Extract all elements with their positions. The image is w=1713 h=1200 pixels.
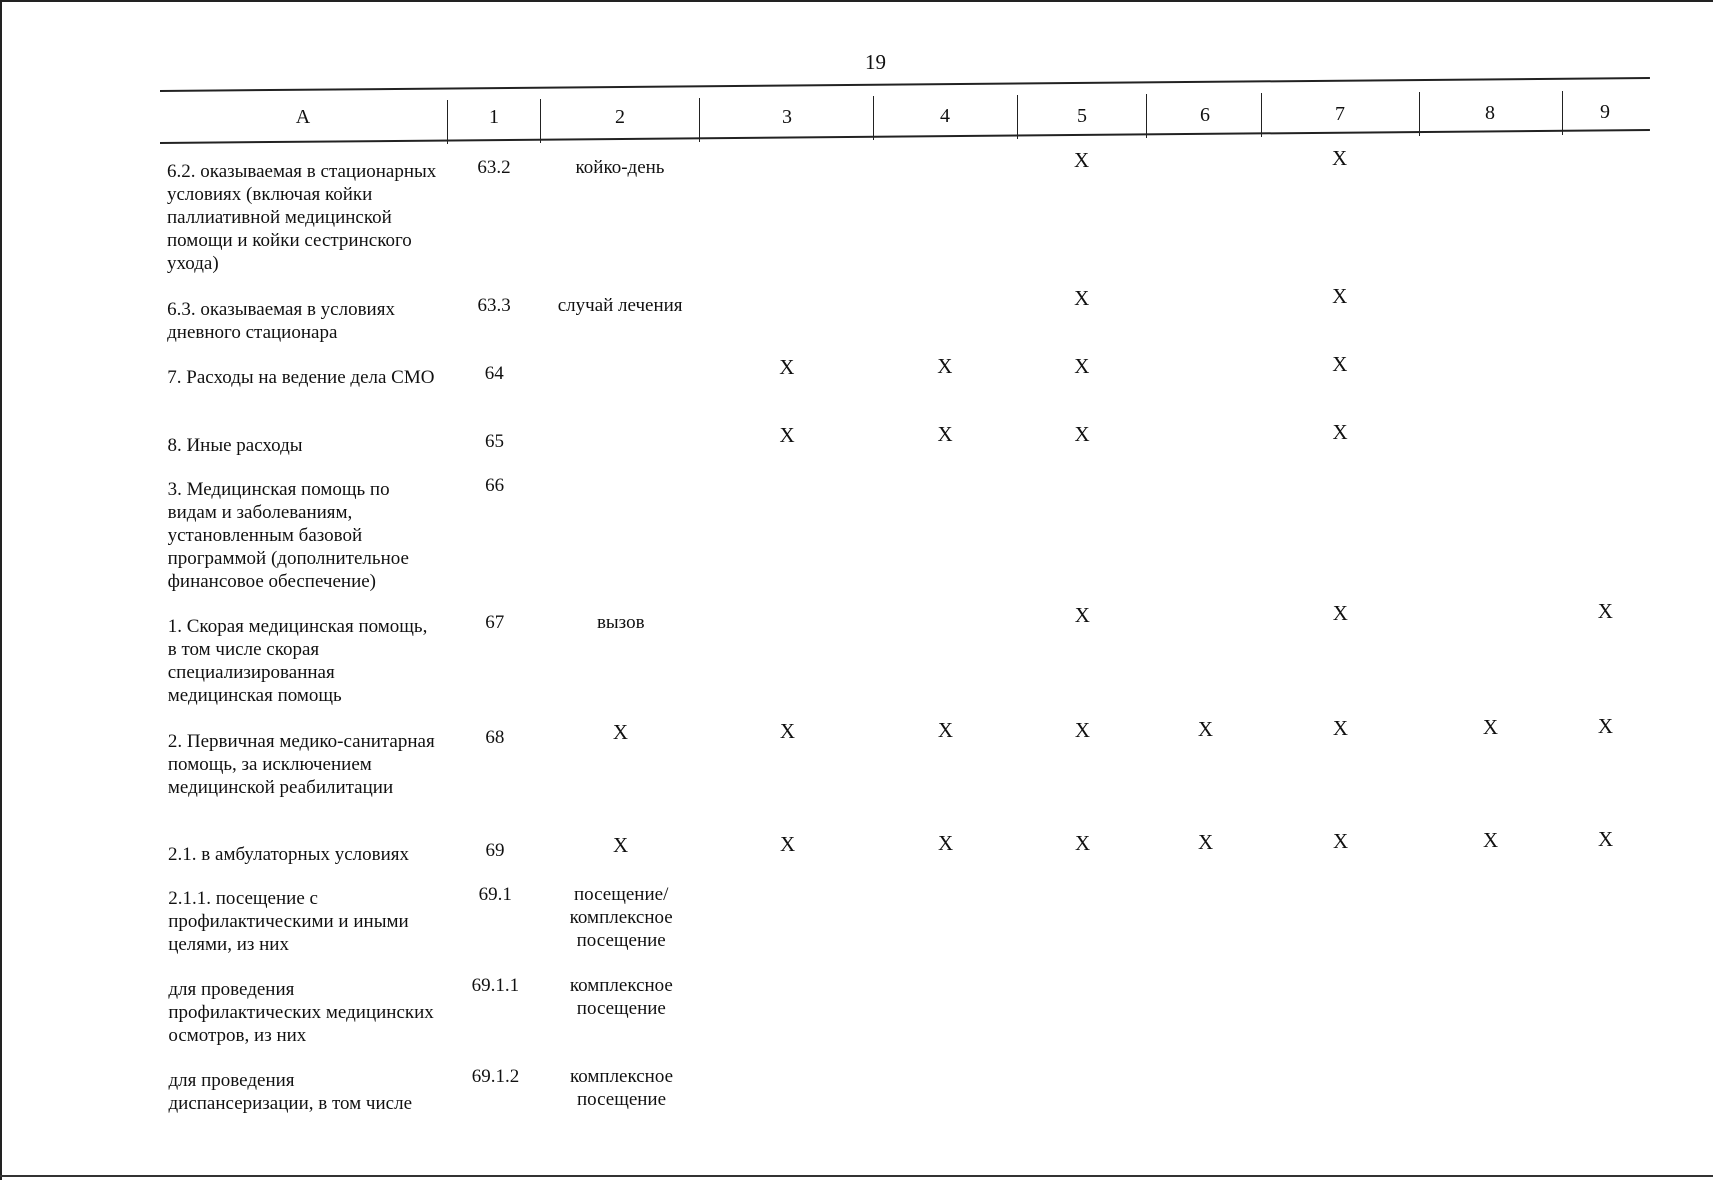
- x-mark: X: [1074, 285, 1090, 310]
- row-code: 69: [485, 840, 505, 861]
- scan-border-left: [0, 0, 2, 1180]
- x-mark: X: [1482, 714, 1499, 739]
- x-mark: X: [612, 720, 629, 745]
- x-mark: X: [1074, 602, 1090, 627]
- column-header-7: 7: [1335, 103, 1345, 125]
- x-mark: X: [1332, 419, 1348, 444]
- row-code: 69.1.1: [471, 975, 520, 996]
- x-mark: X: [1332, 283, 1348, 308]
- row-code: 67: [485, 612, 505, 633]
- x-mark: X: [937, 354, 953, 379]
- x-mark: X: [1332, 600, 1348, 625]
- row-code: 63.3: [477, 295, 511, 316]
- col-separator: [1146, 94, 1147, 138]
- x-mark: X: [1197, 716, 1214, 741]
- row-label: 6.2. оказываемая в стационарных условиях (включая койки паллиативной медицинской помощи и койки сестринского ухода): [167, 161, 437, 274]
- row-label: 1. Скорая медицинская помощь, в том числе скорая специализированная медицинская помощь: [167, 616, 428, 706]
- x-mark: X: [1074, 421, 1090, 446]
- row-code: 66: [485, 475, 505, 496]
- row-code: 64: [484, 363, 504, 384]
- row-code: 69.1: [478, 884, 512, 905]
- col-separator: [1562, 91, 1563, 135]
- col-separator: [447, 100, 448, 144]
- col-separator: [1261, 93, 1262, 137]
- column-header-1: 1: [489, 106, 499, 128]
- row-label: для проведения диспансеризации, в том числе: [168, 1070, 413, 1114]
- row-code: 65: [484, 431, 504, 452]
- x-mark: X: [1332, 715, 1349, 740]
- row-label: 2.1. в амбулаторных условиях: [168, 844, 410, 865]
- scan-border-top: [0, 0, 1713, 2]
- row-unit: койко-день: [575, 157, 665, 178]
- x-mark: X: [1597, 713, 1614, 738]
- x-mark: X: [613, 833, 629, 858]
- x-mark: X: [938, 831, 954, 856]
- x-mark: X: [1598, 826, 1614, 851]
- row-label: 8. Иные расходы: [167, 435, 303, 456]
- x-mark: X: [937, 718, 954, 743]
- row-unit: комплексное посещение: [569, 1066, 674, 1110]
- x-mark: X: [779, 719, 796, 744]
- col-separator: [873, 96, 874, 140]
- row-unit: вызов: [596, 612, 645, 633]
- header-top-rule: [160, 77, 1650, 92]
- page-number: 19: [865, 50, 886, 74]
- x-mark: X: [1198, 829, 1214, 854]
- column-header-5: 5: [1077, 105, 1087, 127]
- column-header-8: 8: [1485, 102, 1495, 124]
- header-bottom-rule: [160, 129, 1650, 144]
- x-mark: X: [1597, 598, 1613, 623]
- row-code: 68: [485, 727, 505, 748]
- x-mark: X: [1332, 145, 1348, 170]
- column-header-9: 9: [1600, 101, 1610, 123]
- row-label: 2.1.1. посещение с профилактическими и иными целями, из них: [168, 888, 409, 955]
- row-label: для проведения профилактических медицинских осмотров, из них: [168, 979, 434, 1046]
- x-mark: X: [1483, 827, 1499, 852]
- column-header-0: А: [295, 106, 311, 128]
- x-mark: X: [1074, 147, 1090, 172]
- row-unit: комплексное посещение: [569, 975, 673, 1019]
- row-code: 63.2: [477, 157, 511, 178]
- row-unit: случай лечения: [557, 295, 683, 316]
- x-mark: X: [779, 423, 795, 448]
- col-separator: [1419, 92, 1420, 136]
- column-header-2: 2: [615, 106, 625, 128]
- column-header-4: 4: [940, 105, 950, 127]
- x-mark: X: [1074, 717, 1091, 742]
- row-label: 2. Первичная медико-санитарная помощь, за исключением медицинской реабилитации: [167, 731, 435, 798]
- x-mark: X: [1333, 828, 1349, 853]
- x-mark: X: [1074, 353, 1090, 378]
- col-separator: [699, 98, 700, 142]
- x-mark: X: [780, 832, 796, 857]
- column-header-6: 6: [1200, 104, 1210, 126]
- column-header-3: 3: [782, 106, 792, 128]
- col-separator: [1017, 95, 1018, 139]
- row-code: 69.1.2: [471, 1066, 520, 1087]
- row-unit: посещение/ комплексное посещение: [569, 884, 673, 951]
- x-mark: X: [937, 422, 953, 447]
- row-label: 3. Медицинская помощь по видам и заболеваниям, установленным базовой программой (дополнительное финансовое обеспечение): [167, 479, 409, 592]
- row-label: 6.3. оказываемая в условиях дневного стационара: [167, 299, 395, 343]
- x-mark: X: [1075, 830, 1091, 855]
- x-mark: X: [1332, 351, 1348, 376]
- scan-border-bottom: [0, 1175, 1713, 1177]
- col-separator: [540, 99, 541, 143]
- x-mark: X: [779, 355, 795, 380]
- row-label: 7. Расходы на ведение дела СМО: [167, 367, 435, 388]
